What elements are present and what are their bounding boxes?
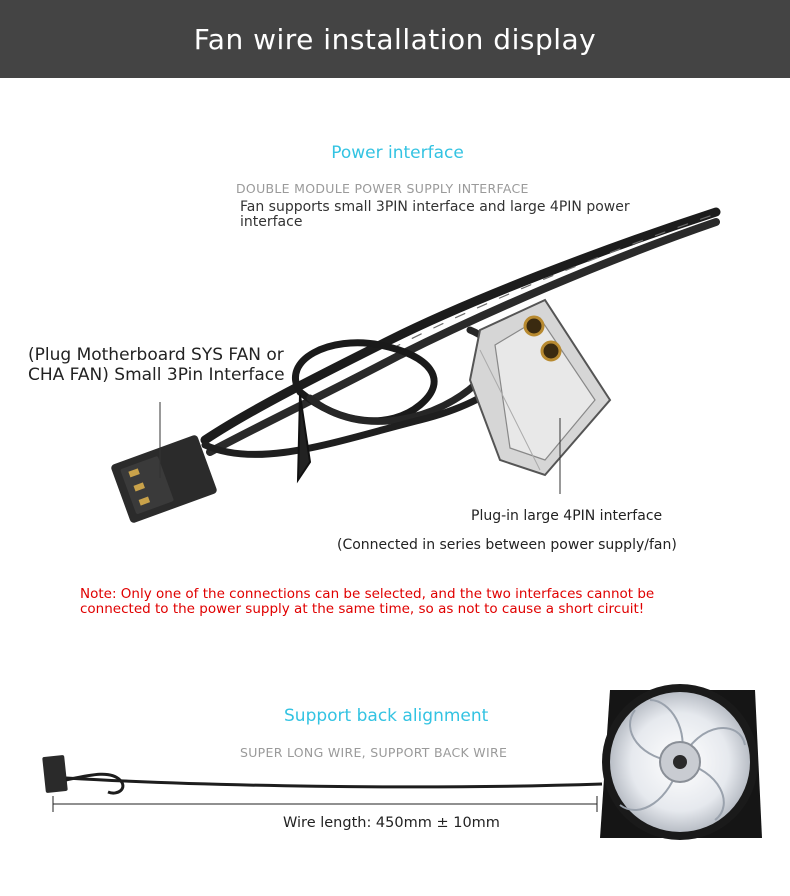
small-3pin-connector — [110, 434, 218, 524]
small-3pin-label: (Plug Motherboard SYS FAN or CHA FAN) Small 3Pin Interface — [28, 345, 285, 385]
back-section-subtitle: SUPER LONG WIRE, SUPPORT BACK WIRE — [240, 745, 508, 760]
dimension-line — [53, 796, 597, 812]
page-title: Fan wire installation display — [193, 22, 597, 56]
warning-note: Note: Only one of the connections can be selected, and the two interfaces cannot be connected to the power supply at the same time, so as not to cause a short circuit! — [80, 586, 655, 617]
power-section-description: Fan supports small 3PIN interface and large 4PIN power interface — [240, 199, 630, 230]
power-section-title: Power interface — [331, 143, 464, 163]
power-section-subtitle: DOUBLE MODULE POWER SUPPLY INTERFACE — [236, 181, 529, 196]
series-connection-label: (Connected in series between power supply/fan) — [337, 537, 677, 553]
back-section-title: Support back alignment — [284, 706, 489, 726]
wire-length-label: Wire length: 450mm ± 10mm — [283, 815, 500, 831]
long-wire — [42, 755, 602, 793]
large-4pin-label: Plug-in large 4PIN interface — [471, 508, 663, 524]
fan-image — [600, 684, 762, 840]
large-4pin-connector — [470, 300, 610, 475]
